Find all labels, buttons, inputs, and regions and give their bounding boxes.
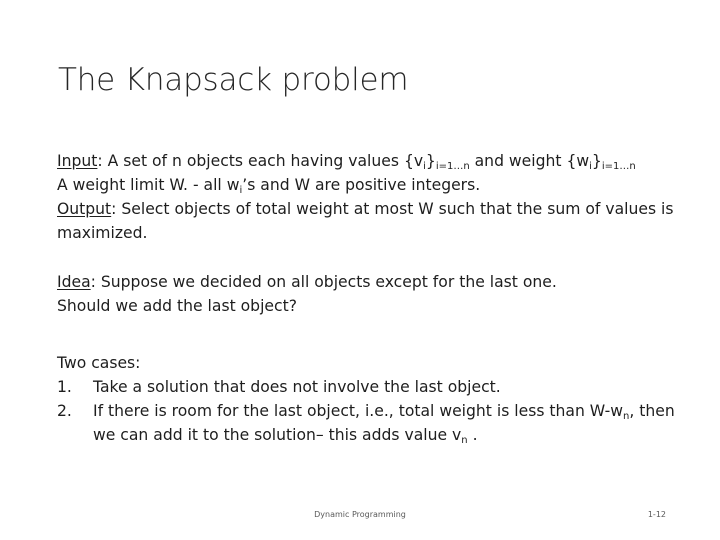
input-sub-range-2: i=1…n — [601, 161, 636, 172]
input-text-4: } — [591, 152, 602, 170]
limit-line — [57, 173, 677, 197]
case-2-sub-n-2: n — [461, 435, 468, 446]
cases-heading: Two cases: — [57, 354, 141, 372]
case-text-2 — [93, 399, 677, 447]
output-label: Output — [57, 200, 112, 218]
slide-body — [57, 149, 677, 447]
input-label: Input — [57, 152, 98, 170]
page-number: 1-12 — [647, 510, 666, 519]
input-line — [57, 149, 677, 173]
idea-label: Idea — [57, 273, 91, 291]
input-sub-range-1: i=1…n — [435, 161, 470, 172]
input-sub-i-2: i — [589, 161, 592, 172]
input-sub-i-1: i — [423, 161, 426, 172]
case-item-2 — [57, 399, 677, 447]
case-item-1 — [57, 375, 677, 399]
case-text-1: Take a solution that does not involve the last object. — [93, 378, 501, 396]
case-2-text-3: . — [467, 426, 478, 444]
idea-line — [57, 270, 677, 294]
footer-label: Dynamic Programming — [314, 510, 406, 519]
output-text: : Select objects of total weight at most W such that the sum of values is maximized. — [57, 200, 674, 242]
limit-sub-i: i — [239, 185, 243, 196]
input-text-2: } — [425, 152, 436, 170]
idea-text: : Suppose we decided on all objects except for the last one. — [90, 273, 557, 291]
input-text-1: : A set of n objects each having values {v — [97, 152, 424, 170]
case-2-text-2: , then we can add it to the solution– this adds value v — [93, 402, 675, 444]
limit-text-2: ’s and W are positive integers. — [242, 176, 481, 194]
input-text-3: and weight {w — [469, 152, 590, 170]
slide-title: The Knapsack problem — [58, 62, 409, 98]
idea-line-2: Should we add the last object? — [57, 297, 297, 315]
limit-text-1: A weight limit W. - all w — [57, 176, 240, 194]
case-number-1: 1. — [57, 378, 72, 396]
case-2-sub-n-1: n — [622, 411, 630, 422]
output-paragraph — [57, 197, 677, 245]
case-2-text-1: If there is room for the last object, i.e., total weight is less than W-w — [93, 402, 623, 420]
case-number-2: 2. — [57, 402, 72, 420]
